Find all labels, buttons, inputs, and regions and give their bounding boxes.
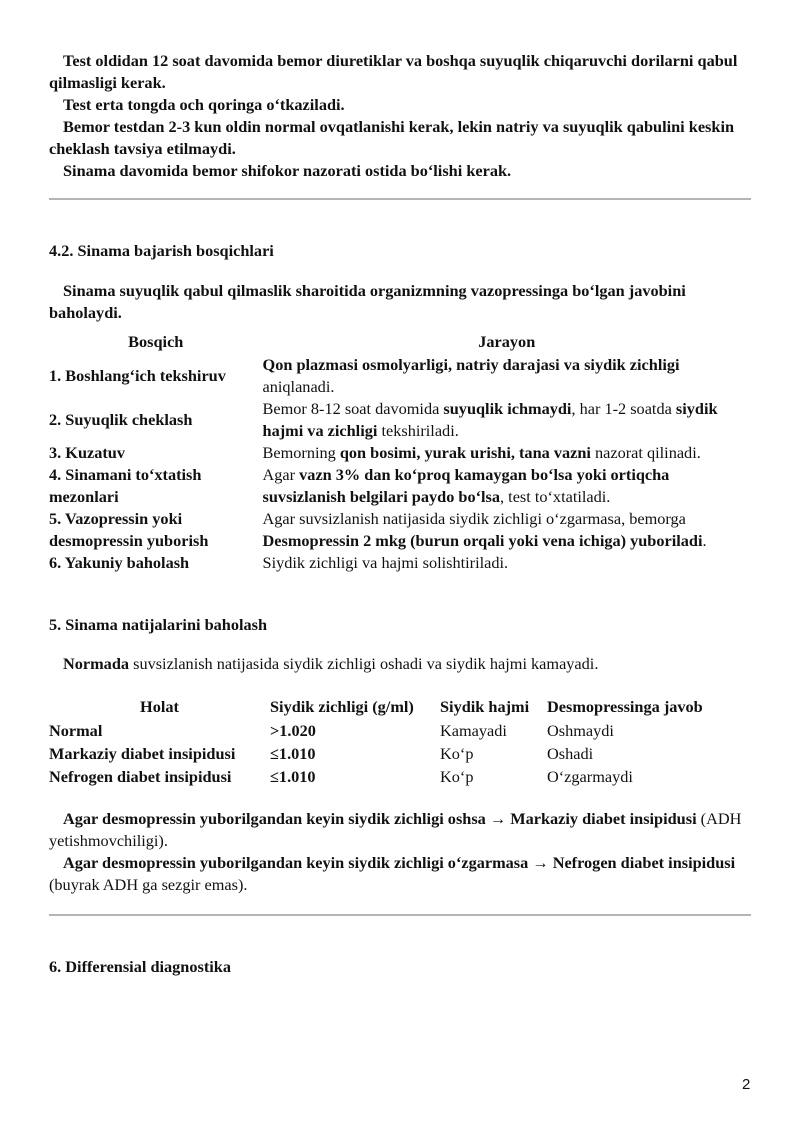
condition-cell: Markaziy diabet insipidusi	[49, 743, 236, 763]
response-cell: Oshmaydi	[547, 720, 614, 740]
page-number: 2	[742, 1076, 751, 1093]
section-lead-bold: Normada	[63, 654, 130, 673]
procedure-steps-body	[49, 354, 751, 574]
conclusion-item	[49, 808, 751, 852]
results-body	[49, 719, 737, 788]
conclusion-item	[49, 852, 751, 896]
table-row	[49, 508, 751, 552]
intro-bullet-text: Bemor testdan 2-3 kun oldin normal ovqatlanishi kerak, lekin natriy va suyuqlik qabulini keskin cheklash tavsiya etilmaydi.	[49, 117, 735, 158]
volume-cell: Ko‘p	[440, 743, 474, 763]
process-bold-text: vazn 3% dan ko‘proq kamaygan bo‘lsa yoki ortiqcha suvsizlanish belgilari paydo bo‘lsa	[262, 465, 670, 506]
intro-bullet	[49, 50, 751, 94]
density-cell: >1.020	[270, 720, 316, 740]
table-row	[49, 552, 751, 574]
step-process-cell	[263, 552, 751, 574]
condition-cell: Normal	[49, 720, 103, 740]
section-lead-text: Sinama suyuqlik qabul qilmaslik sharoitida organizmning vazopressinga bo‘lgan javobini baholaydi.	[49, 281, 686, 322]
step-name-cell: 5. Vazopressin yoki desmopressin yuborish	[49, 509, 209, 550]
column-header-desmopressinga-javob: Desmopressinga javob	[547, 697, 703, 716]
step-name-cell: 2. Suyuqlik cheklash	[49, 410, 193, 429]
table-row	[49, 719, 737, 742]
column-header-siydik-hajmi: Siydik hajmi	[440, 697, 530, 716]
conclusion-bold: Agar desmopressin yuborilgandan keyin siydik zichligi oshsa → Markaziy diabet insipidusi	[63, 809, 697, 828]
process-text: Agar suvsizlanish natijasida siydik zichligi o‘zgarmasa, bemorga	[262, 509, 686, 528]
process-text: tekshiriladi.	[377, 421, 459, 440]
intro-bullet	[49, 160, 751, 182]
response-cell: O‘zgarmaydi	[547, 766, 633, 786]
conclusion-text: (ADH yetishmovchiligi).	[49, 809, 742, 850]
conclusion-text: (buyrak ADH ga sezgir emas).	[49, 875, 248, 894]
table-row	[49, 765, 737, 788]
process-bold-text: qon bosimi, yurak urishi, tana vazni	[339, 443, 591, 462]
section-heading-4-2: 4.2. Sinama bajarish bosqichlari	[49, 241, 274, 260]
table-row	[49, 354, 751, 398]
process-text: Agar	[262, 465, 300, 484]
step-process-cell	[263, 464, 751, 508]
step-name-cell: 1. Boshlang‘ich tekshiruv	[49, 366, 226, 385]
table-header-row	[49, 330, 751, 354]
document-page	[49, 50, 751, 978]
section-lead	[49, 653, 751, 675]
intro-bullet-text: Test erta tongda och qoringa o‘tkaziladi.	[63, 95, 345, 114]
condition-cell: Nefrogen diabet insipidusi	[49, 766, 232, 786]
column-header-holat: Holat	[140, 697, 179, 716]
step-name-cell: 3. Kuzatuv	[49, 443, 125, 462]
process-bold-text: suyuqlik ichmaydi	[443, 399, 572, 418]
intro-bullet-text: Sinama davomida bemor shifokor nazorati ostida bo‘lishi kerak.	[63, 161, 512, 180]
process-text: Bemor 8-12 soat davomida	[262, 399, 444, 418]
table-row	[49, 464, 751, 508]
process-bold-text: Qon plazmasi osmolyarligi, natriy darajasi va siydik zichligi	[262, 355, 680, 374]
column-header-siydik-zichligi: Siydik zichligi (g/ml)	[270, 697, 414, 716]
intro-bullet	[49, 94, 751, 116]
volume-cell: Ko‘p	[440, 766, 474, 786]
process-text: , har 1-2 soatda	[571, 399, 676, 418]
process-text: , test to‘xtatiladi.	[500, 487, 611, 506]
volume-cell: Kamayadi	[440, 720, 507, 740]
section-heading-5: 5. Sinama natijalarini baholash	[49, 615, 268, 634]
conclusion-list	[49, 808, 751, 896]
response-cell: Oshadi	[547, 743, 594, 763]
process-text: Bemorning	[262, 443, 340, 462]
density-cell: ≤1.010	[270, 743, 316, 763]
procedure-steps-table	[49, 330, 751, 574]
process-text: nazorat qilinadi.	[590, 443, 701, 462]
conclusion-bold: Agar desmopressin yuborilgandan keyin siydik zichligi o‘zgarmasa → Nefrogen diabet insipidusi	[63, 853, 736, 872]
process-bold-text: Desmopressin 2 mkg (burun orqali yoki vena ichiga) yuboriladi	[262, 531, 703, 550]
table-row	[49, 442, 751, 464]
intro-bullet-text: Test oldidan 12 soat davomida bemor diuretiklar va boshqa suyuqlik chiqaruvchi dorilarni qabul qilmasligi kerak.	[49, 51, 738, 92]
section-lead	[49, 280, 751, 324]
intro-bullet	[49, 116, 751, 160]
horizontal-rule	[49, 914, 751, 916]
process-text: aniqlanadi.	[262, 377, 335, 396]
step-process-cell	[263, 354, 751, 398]
column-header-bosqich: Bosqich	[128, 332, 184, 351]
step-name-cell: 4. Sinamani to‘xtatish mezonlari	[49, 465, 202, 506]
section-heading-6: 6. Differensial diagnostika	[49, 957, 231, 976]
step-process-cell	[263, 508, 751, 552]
step-process-cell	[263, 398, 751, 442]
table-header-row	[49, 695, 737, 719]
column-header-jarayon: Jarayon	[478, 332, 536, 351]
table-row	[49, 398, 751, 442]
process-bold-text: siydik hajmi va zichligi	[262, 399, 718, 440]
step-name-cell: 6. Yakuniy baholash	[49, 553, 190, 572]
density-cell: ≤1.010	[270, 766, 316, 786]
step-process-cell	[263, 442, 751, 464]
process-text: .	[702, 531, 707, 550]
results-table	[49, 695, 737, 788]
horizontal-rule	[49, 198, 751, 200]
section-lead-text: suvsizlanish natijasida siydik zichligi oshadi va siydik hajmi kamayadi.	[129, 654, 599, 673]
process-text: Siydik zichligi va hajmi solishtiriladi.	[262, 553, 509, 572]
intro-bullet-list	[49, 50, 751, 182]
table-row	[49, 742, 737, 765]
